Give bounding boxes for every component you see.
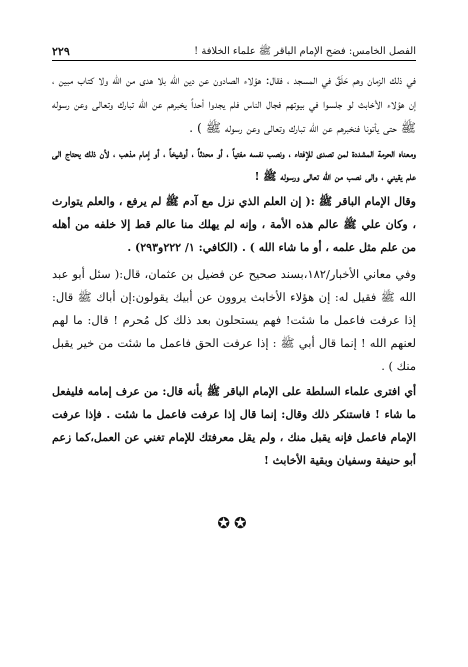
chapter-title: الفصل الخامس: فضح الإمام الباقر ﷺ علماء الخلافة !	[194, 46, 416, 57]
section-ornament: ✪✪	[217, 514, 251, 532]
running-header	[52, 40, 416, 58]
paragraph-explanation: أي افترى علماء السلطة على الإمام الباقر ﷺ بأنه قال: من عرف إمامه فليفعل ما شاء ! فاستنكر ذلك وقال: إنما قال إذا عرفت فاعمل ما شئت . فإذا عرفت الإمام فاعمل فإنه يقبل منك ، ولم يقل معرفتك للإمام تغني عن العمل،كما زعم أبو حنيفة وسفيان وبقية الأخابث !	[52, 385, 416, 467]
paragraph-commentary: ومعناه الحرمة المشددة لمن تصدى للإفتاء ، ونصب نفسه مفتياً ، أو محدثاً ، أوشيخاً ، أو إمام مذهب ، لأن ذلك يحتاج الى علم يقيني ، والى نصب من الله تعالى ورسوله ﷺ !	[52, 147, 416, 183]
page-body	[52, 68, 416, 472]
page-number: ٢٢٩	[52, 45, 70, 58]
paragraph-narration: وفي معاني الأخبار/١٨٢،بسند صحيح عن فضيل بن عثمان، قال:( سئل أبو عبد الله ﷺ فقيل له: إن هؤلاء الأخابث يروون عن أبيك يقولون:إن أباك ﷺ قال: إذا عرفت فاعمل ما شئت! فهم يستحلون بعد ذلك كل مُحرم ! قال: ما لهم لعنهم الله ! إنما قال أبي ﷺ : إذا عرفت الحق فاعمل ما شئت من خير يقبل منك ) .	[52, 267, 416, 373]
paragraph-quote-continuation: في ذلك الزمان وهم حَلَقٌ في المسجد ، فقال: هؤلاء الصادون عن دين الله بلا هدى من الله ولا كتاب مبين ، إن هؤلاء الأخابث لو جلسوا في بيوتهم فجال الناس فلم يجدوا أحداً يخبرهم عن الله تبارك وتعالى وعن رسوله ﷺ حتى يأتونا فنخبرهم عن الله تبارك وتعالى وعن رسوله ﷺ ) .	[52, 72, 416, 135]
header-rule	[52, 60, 416, 61]
paragraph-imam-saying: وقال الإمام الباقر ﷺ :( إن العلم الذي نزل مع آدم ﷺ لم يرفع ، والعلم يتوارث ، وكان علي ﷺ عالم هذه الأمة ، وإنه لم يهلك منا عالم قط إلا خلفه من أهله من علم مثل علمه ، أو ما شاء الله ) . (الكافي: ١/ ٢٢٢و٢٩٣) .	[52, 195, 416, 254]
